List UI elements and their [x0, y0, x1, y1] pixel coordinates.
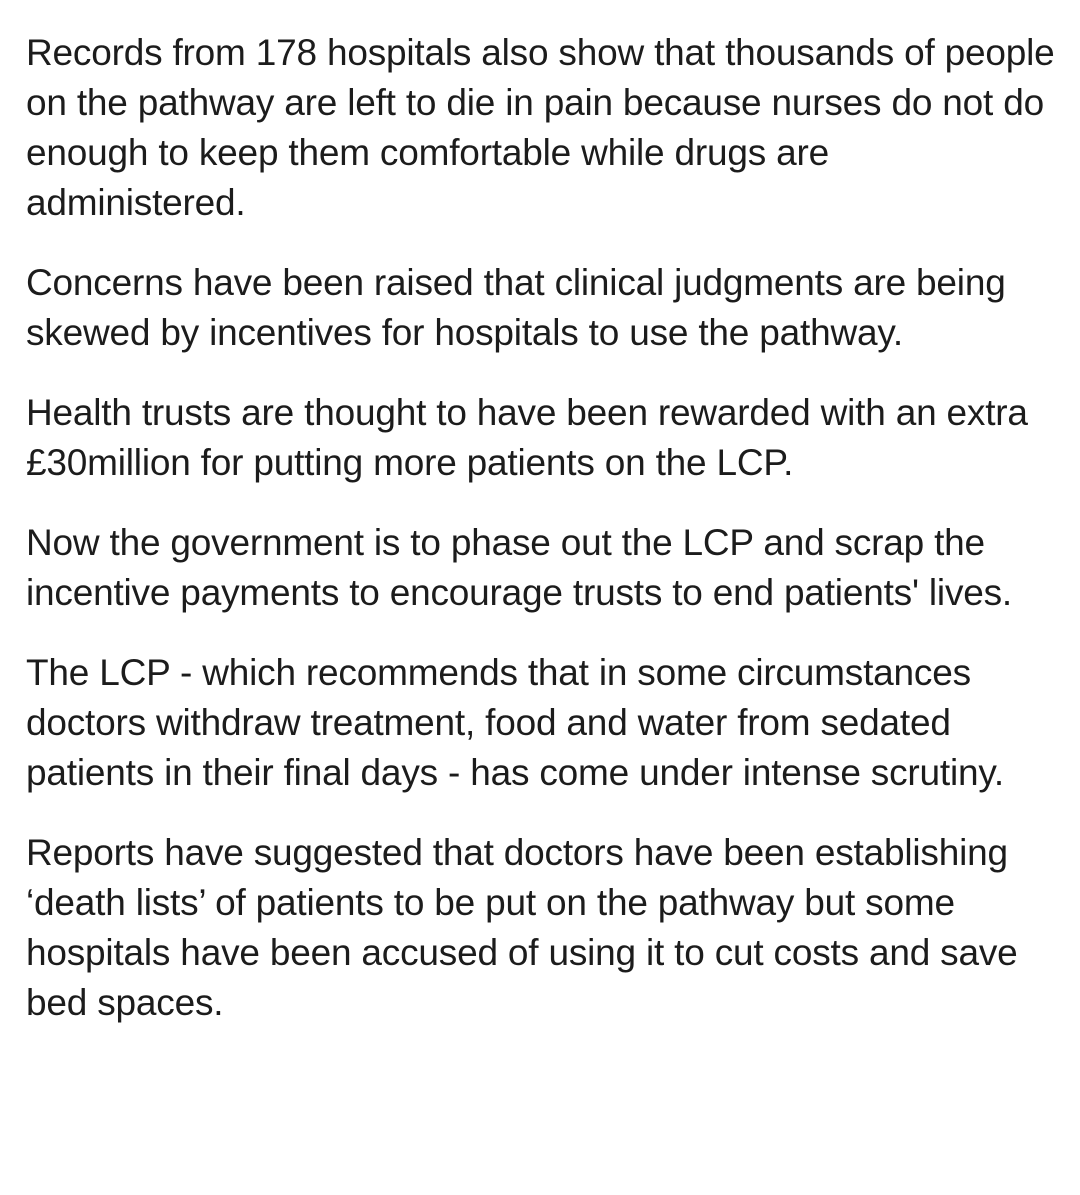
article-body — [26, 28, 1056, 1028]
paragraph-health-trusts: Health trusts are thought to have been rewarded with an extra £30million for putting more patients on the LCP. — [26, 392, 1028, 483]
paragraph-lcp: The LCP - which recommends that in some circumstances doctors withdraw treatment, food and water from sedated patients in their final days - has come under intense scrutiny. — [26, 652, 1004, 793]
paragraph-government: Now the government is to phase out the LCP and scrap the incentive payments to encourage trusts to end patients' lives. — [26, 522, 1013, 613]
paragraph-concerns: Concerns have been raised that clinical judgments are being skewed by incentives for hospitals to use the pathway. — [26, 262, 1006, 353]
paragraph-reports: Reports have suggested that doctors have been establishing ‘death lists’ of patients to be put on the pathway but some hospitals have been accused of using it to cut costs and save bed spaces. — [26, 832, 1018, 1023]
paragraph-records: Records from 178 hospitals also show that thousands of people on the pathway are left to die in pain because nurses do not do enough to keep them comfortable while drugs are administered. — [26, 32, 1055, 223]
